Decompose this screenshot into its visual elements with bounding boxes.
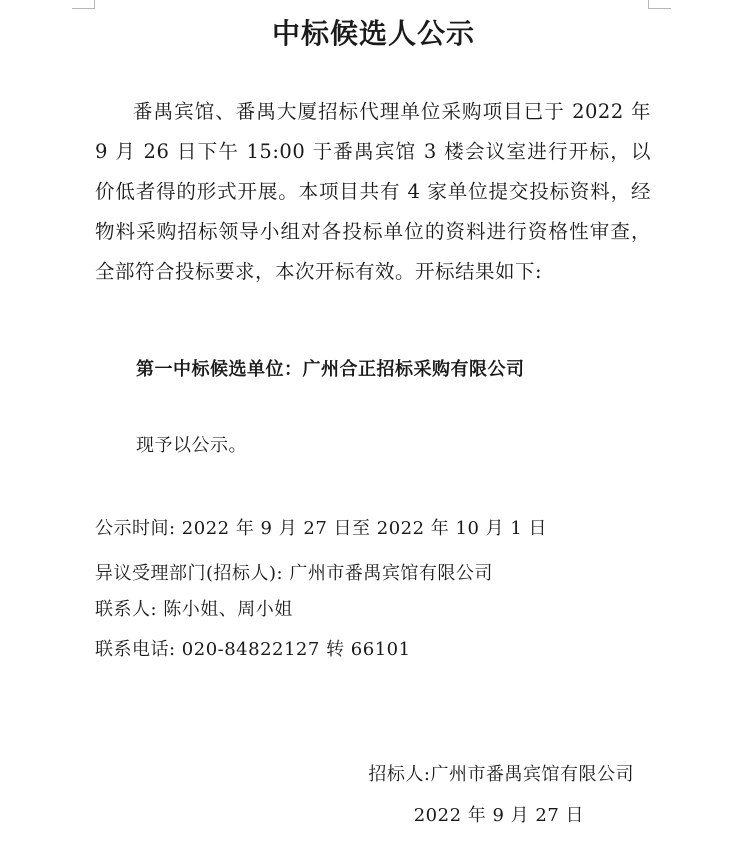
page-margin-mark-right: [648, 0, 671, 9]
document-title: 中标候选人公示: [271, 17, 475, 50]
issue-date: 2022 年 9 月 27 日: [413, 805, 584, 826]
publicity-period: 公示时间: 2022 年 9 月 27 日至 2022 年 10 月 1 日: [95, 518, 548, 539]
intro-paragraph: 番禺宾馆、番禺大厦招标代理单位采购项目已于 2022 年 9 月 26 日下午 15:00 于番禺宾馆 3 楼会议室进行开标，以价低者得的形式开展。本项目共有 4 家单位提交投标资料，经物料采购招标领导小组对各投标单位的资料进行资格性审查，全部符合投标要求，本次开标有效。开标结果如下:: [95, 100, 651, 283]
winning-candidate: 第一中标候选单位：广州合正招标采购有限公司: [136, 359, 525, 380]
contact-person: 联系人: 陈小姐、周小姐: [95, 599, 293, 620]
issuer-signature: 招标人:广州市番禺宾馆有限公司: [368, 764, 634, 785]
page-margin-mark-left: [72, 0, 95, 9]
publicity-notice: 现予以公示。: [136, 435, 247, 456]
objection-department: 异议受理部门(招标人): 广州市番禺宾馆有限公司: [95, 563, 493, 584]
contact-phone: 联系电话: 020-84822127 转 66101: [95, 639, 411, 660]
